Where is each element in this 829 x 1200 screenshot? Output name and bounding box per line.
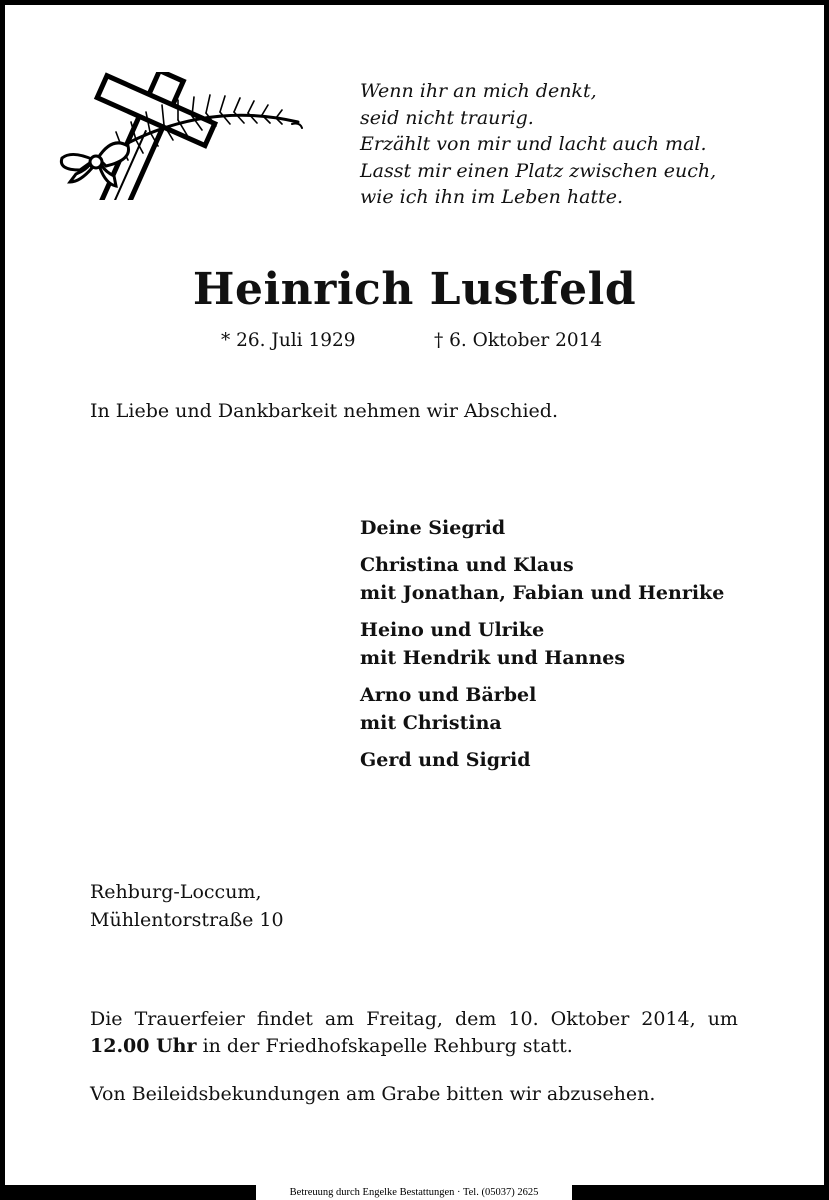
condolence-note: Von Beileidsbekundungen am Grabe bitten wir abzusehen. xyxy=(90,1083,656,1105)
word: am xyxy=(324,1008,355,1030)
address xyxy=(90,878,284,934)
funeral-notice-line-2 xyxy=(90,1033,738,1060)
poem-line: wie ich ihn im Leben hatte. xyxy=(360,186,624,208)
word: Die xyxy=(90,1008,123,1030)
funeral-notice-line-1 xyxy=(90,1006,738,1033)
word: um xyxy=(707,1008,738,1030)
word: Freitag, xyxy=(366,1008,443,1030)
poem-line: Erzählt von mir und lacht auch mal. xyxy=(360,133,707,155)
word: dem xyxy=(454,1008,497,1030)
address-street: Mühlentorstraße 10 xyxy=(90,909,284,931)
mourner-line: mit Christina xyxy=(360,712,502,734)
mourner-group xyxy=(360,681,800,737)
funeral-time: 12.00 Uhr xyxy=(90,1035,197,1057)
death-date: † 6. Oktober 2014 xyxy=(434,330,603,351)
mourner-group xyxy=(360,746,800,774)
address-city: Rehburg-Loccum, xyxy=(90,881,262,903)
poem-line: Lasst mir einen Platz zwischen euch, xyxy=(360,159,717,182)
mourner-group xyxy=(360,616,800,672)
word: 10. xyxy=(508,1008,539,1030)
footer-credit: Betreuung durch Engelke Bestattungen · Tel. (05037) 2625 xyxy=(256,1185,572,1200)
mourner-line: mit Jonathan, Fabian und Henrike xyxy=(360,582,725,604)
word: 2014, xyxy=(641,1008,696,1030)
poem-line: seid nicht traurig. xyxy=(360,106,534,129)
mourner-group xyxy=(360,551,800,607)
mourner-line: Heino und Ulrike xyxy=(360,619,545,641)
mourner-group xyxy=(360,514,800,542)
funeral-notice xyxy=(90,1006,738,1060)
cross-palm-emblem xyxy=(52,72,314,200)
word: Oktober xyxy=(550,1008,630,1030)
word: Trauerfeier xyxy=(134,1008,245,1030)
mourner-line: Gerd und Sigrid xyxy=(360,749,531,771)
mourner-line: Deine Siegrid xyxy=(360,517,506,539)
mourner-line: Christina und Klaus xyxy=(360,554,574,576)
deceased-name: Heinrich Lustfeld xyxy=(192,264,637,315)
poem-line: Wenn ihr an mich denkt, xyxy=(360,80,597,102)
poem xyxy=(360,78,760,211)
mourner-line: mit Hendrik und Hannes xyxy=(360,647,626,669)
mourners-list xyxy=(360,514,800,783)
birth-date: * 26. Juli 1929 xyxy=(221,330,356,351)
mourner-line: Arno und Bärbel xyxy=(360,684,537,706)
funeral-location: in der Friedhofskapelle Rehburg statt. xyxy=(202,1035,573,1057)
farewell-line: In Liebe und Dankbarkeit nehmen wir Abschied. xyxy=(90,400,558,422)
word: findet xyxy=(256,1008,313,1030)
